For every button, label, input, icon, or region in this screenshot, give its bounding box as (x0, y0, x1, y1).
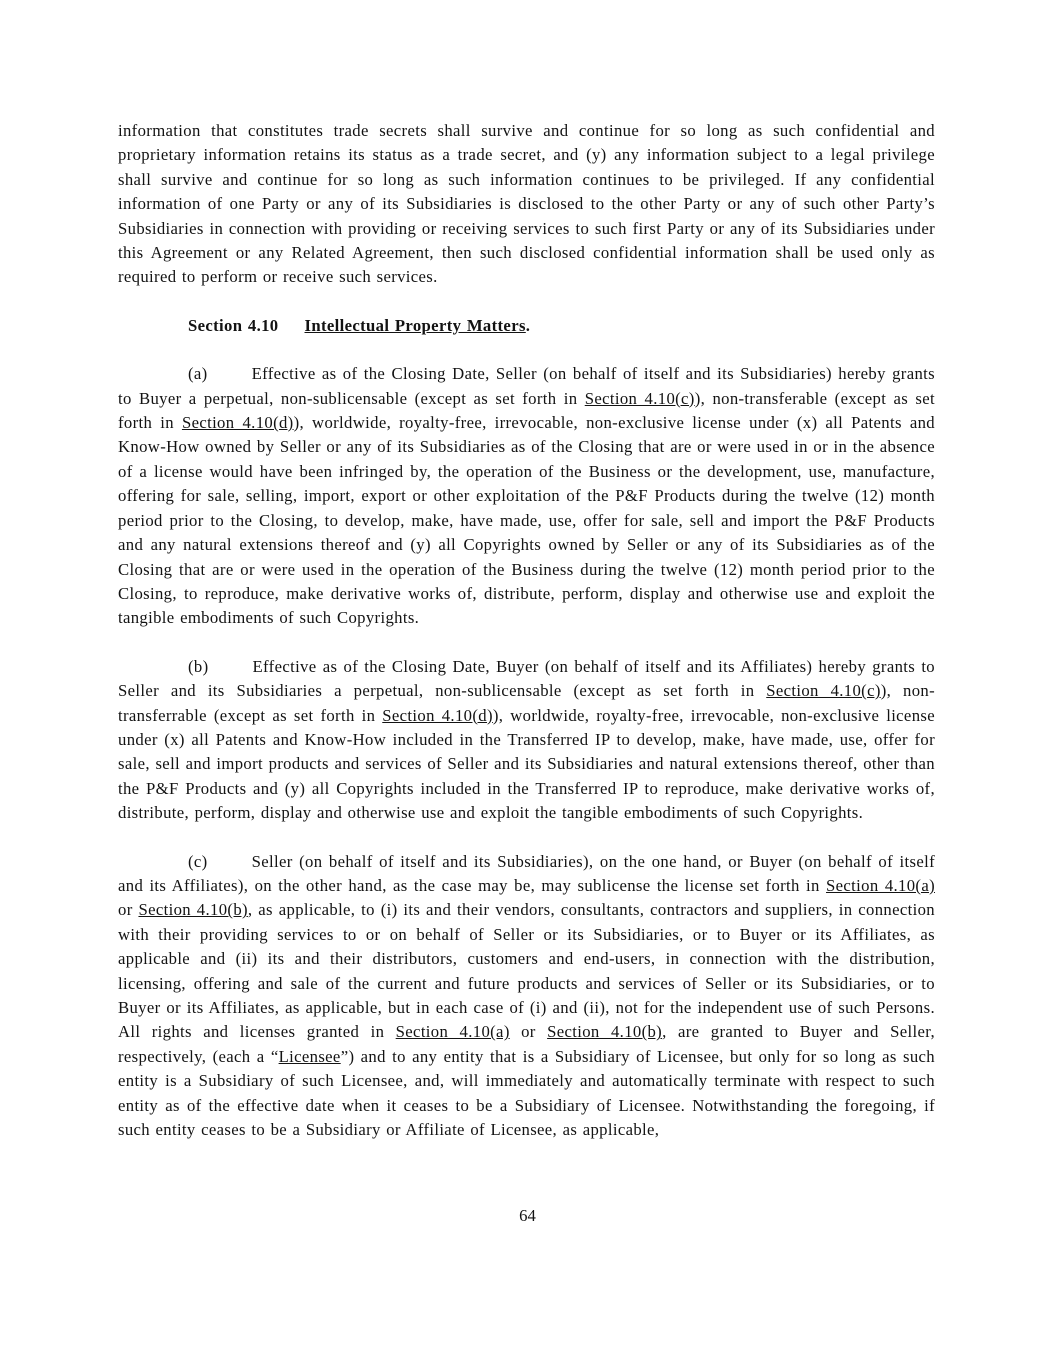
body-text: , are granted to Buyer and Seller, respectively, (each a “ (118, 1022, 936, 1066)
body-text: ”) and to any entity that is a Subsidiary of Licensee, but only for so long as such entity is a Subsidiary of such Licensee, and, will immediately and automatically terminate with respect to such entity as of the effective date when it ceases to be a Subsidiary of Licensee. Notwithstanding the foregoing, if such entity ceases to be a Subsidiary or Affiliate of Licensee, as applicable, (118, 1046, 935, 1140)
section-number: Section 4.10 (188, 315, 279, 335)
body-text: ), worldwide, royalty-free, irrevocable, non-exclusive license under (x) all Patents and Know-How included in the Transferred IP to develop, make, have made, use, offer for sale, sell and import products and services of Seller and its Subsidiaries and natural extensions thereof, other than the P&F Products and (y) all Copyrights included in the Transferred IP to reproduce, make derivative works of, distribute, perform, display and otherwise use and exploit the tangible embodiments of such Copyrights. (118, 705, 935, 823)
section-reference[interactable]: Section 4.10(b) (547, 1022, 663, 1042)
section-reference[interactable]: Section 4.10(c) (584, 388, 695, 408)
continuation-paragraph (118, 119, 935, 290)
list-marker: (b) (188, 656, 209, 676)
section-title-period: . (525, 315, 531, 335)
body-text: or (509, 1022, 548, 1042)
section-reference[interactable]: Section 4.10(d) (382, 705, 493, 725)
body-text: information that constitutes trade secrets shall survive and continue for so long as such confidential and proprietary information retains its status as a trade secret, and (y) any information subject to a legal privilege shall survive and continue for so long as such information continues to be privileged. If any confidential information of one Party or any of its Subsidiaries is disclosed to the other Party or any of such other Party’s Subsidiaries in connection with providing or receiving services to such first Party or any of its Subsidiaries under this Agreement or any Related Agreement, then such disclosed confidential information shall be used only as required to perform or receive such services. (118, 121, 935, 287)
body-text: Seller (on behalf of itself and its Subsidiaries), on the one hand, or Buyer (on behalf of itself and its Affiliates), on the other hand, as the case may be, may sublicense the license set forth in (118, 851, 935, 895)
section-heading (118, 314, 935, 338)
body-text: Effective as of the Closing Date, Seller (on behalf of itself and its Subsidiaries) hereby grants to Buyer a perpetual, non-sublicensable (except as set forth in (118, 364, 935, 408)
body-text: ), non-transferrable (except as set forth in (118, 681, 935, 725)
defined-term: Licensee (278, 1046, 341, 1066)
page-number: 64 (519, 1206, 536, 1225)
list-marker: (c) (188, 851, 208, 871)
body-text: or (118, 900, 139, 920)
section-reference[interactable]: Section 4.10(a) (826, 875, 935, 895)
body-text: Effective as of the Closing Date, Buyer (on behalf of itself and its Affiliates) hereby grants to Seller and its Subsidiaries a perpetual, non-sublicensable (except as set forth in (118, 656, 935, 701)
document-body (118, 119, 935, 1166)
section-reference[interactable]: Section 4.10(b) (138, 900, 248, 920)
body-text: , as applicable, to (i) its and their vendors, consultants, contractors and suppliers, in connection with their providing services to or on behalf of Seller or its Subsidiaries, or to Buyer or its Affiliates, as applicable and (ii) its and their distributors, customers and end-users, in connection with the distribution, licensing, offering and sale of the current and future products and services of Seller or its Subsidiaries, or to Buyer or its Affiliates, as applicable, but in each case of (i) and (ii), not for the independent use of such Persons. All rights and licenses granted in (118, 900, 935, 1042)
body-text: ), worldwide, royalty-free, irrevocable, non-exclusive license under (x) all Patents and Know-How owned by Seller or any of its Subsidiaries as of the Closing that are or were used in or in the absence of a license would have been infringed by, the operation of the Business or the development, use, manufacture, offering for sale, selling, import, export or other exploitation of the P&F Products during the twelve (12) month period prior to the Closing, to develop, make, have made, use, offer for sale, sell and import the P&F Products and any natural extensions thereof and (y) all Copyrights owned by Seller or any of its Subsidiaries as of the Closing that are or were used in the operation of the Business during the twelve (12) month period prior to the Closing, to reproduce, make derivative works of, distribute, perform, display and otherwise use and exploit the tangible embodiments of such Copyrights. (118, 413, 935, 628)
paragraph-a (118, 362, 935, 630)
section-reference[interactable]: Section 4.10(c) (766, 681, 881, 701)
paragraph-b (118, 655, 935, 826)
section-reference[interactable]: Section 4.10(d) (181, 413, 294, 433)
section-reference[interactable]: Section 4.10(a) (395, 1022, 510, 1042)
section-title: Intellectual Property Matters (304, 315, 526, 335)
list-marker: (a) (188, 364, 208, 384)
paragraph-c (118, 850, 935, 1143)
body-text: ), non-transferable (except as set forth in (118, 388, 936, 433)
